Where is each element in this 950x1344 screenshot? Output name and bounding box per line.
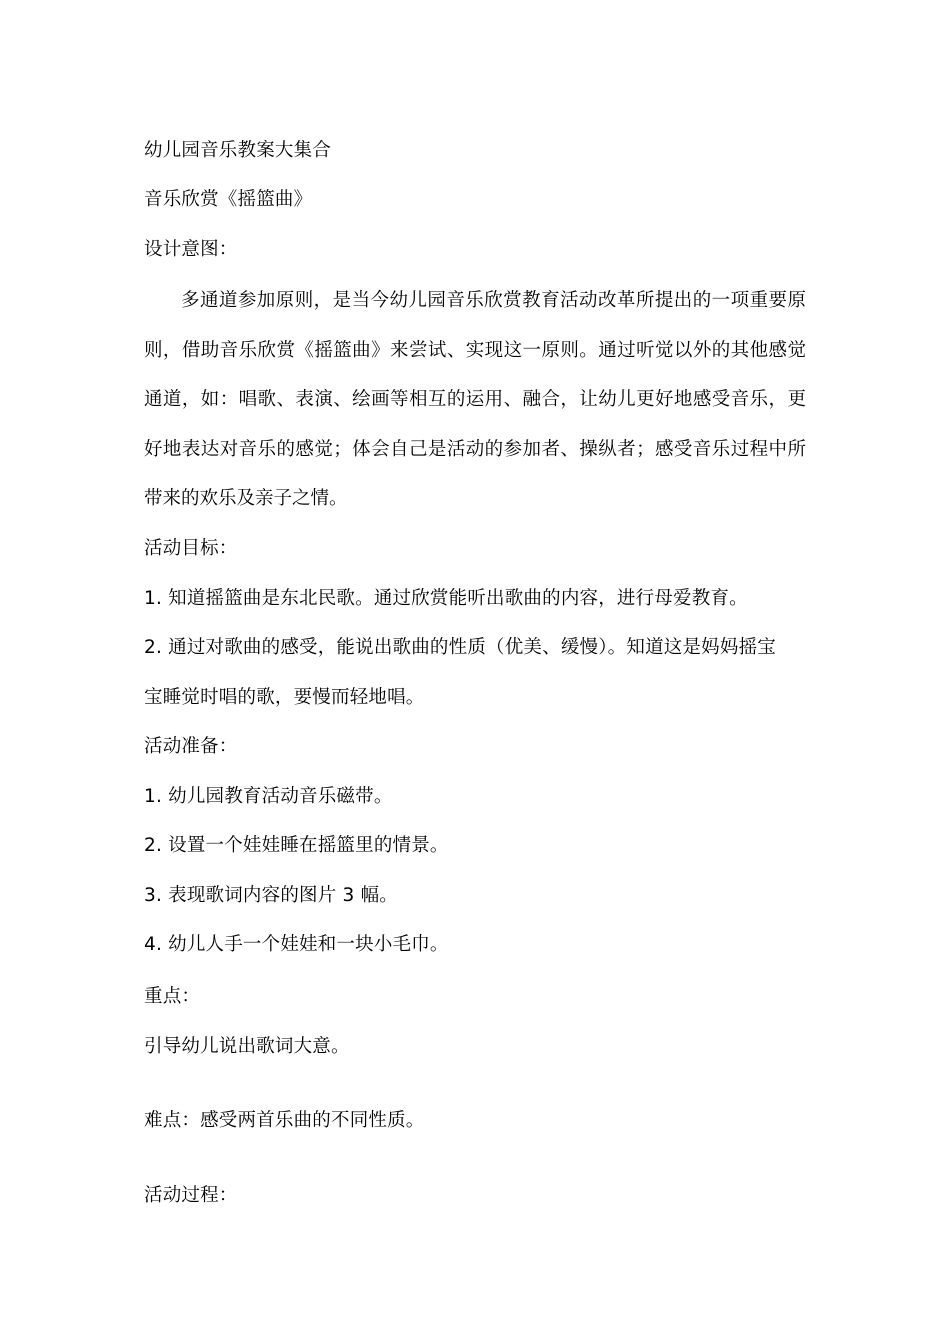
lesson-title: 音乐欣赏《摇篮曲》 [144, 189, 313, 210]
goal-item-2-line-2: 宝睡觉时唱的歌，要慢而轻地唱。 [144, 687, 425, 708]
key-heading: 重点： [144, 986, 201, 1007]
goals-heading: 活动目标： [144, 538, 238, 559]
prep-heading: 活动准备： [144, 736, 238, 757]
document-title: 幼儿园音乐教案大集合 [144, 140, 332, 161]
prep-item-3: 3. 表现歌词内容的图片 3 幅。 [144, 885, 398, 906]
key-text: 引导幼儿说出歌词大意。 [144, 1036, 350, 1057]
goal-item-1: 1. 知道摇篮曲是东北民歌。通过欣赏能听出歌曲的内容，进行母爱教育。 [144, 588, 748, 609]
prep-item-4: 4. 幼儿人手一个娃娃和一块小毛巾。 [144, 934, 449, 955]
prep-item-2: 2. 设置一个娃娃睡在摇篮里的情景。 [144, 835, 449, 856]
process-heading: 活动过程： [144, 1185, 238, 1206]
prep-item-1: 1. 幼儿园教育活动音乐磁带。 [144, 786, 393, 807]
design-heading: 设计意图： [144, 239, 238, 260]
goal-item-2-line-1: 2. 通过对歌曲的感受，能说出歌曲的性质（优美、缓慢）。知道这是妈妈摇宝 [144, 637, 776, 658]
design-paragraph: 多通道参加原则，是当今幼儿园音乐欣赏教育活动改革所提出的一项重要原则，借助音乐欣赏《摇篮曲》来尝试、实现这一原则。通过听觉以外的其他感觉通道，如：唱歌、表演、绘画等相互的运用、融合，让幼儿更好地感受音乐，更好地表达对音乐的感觉；体会自己是活动的参加者、操纵者；感受音乐过程中所带来的欢乐及亲子之情。 [144, 290, 806, 510]
difficulty-text: 难点：感受两首乐曲的不同性质。 [144, 1110, 425, 1131]
